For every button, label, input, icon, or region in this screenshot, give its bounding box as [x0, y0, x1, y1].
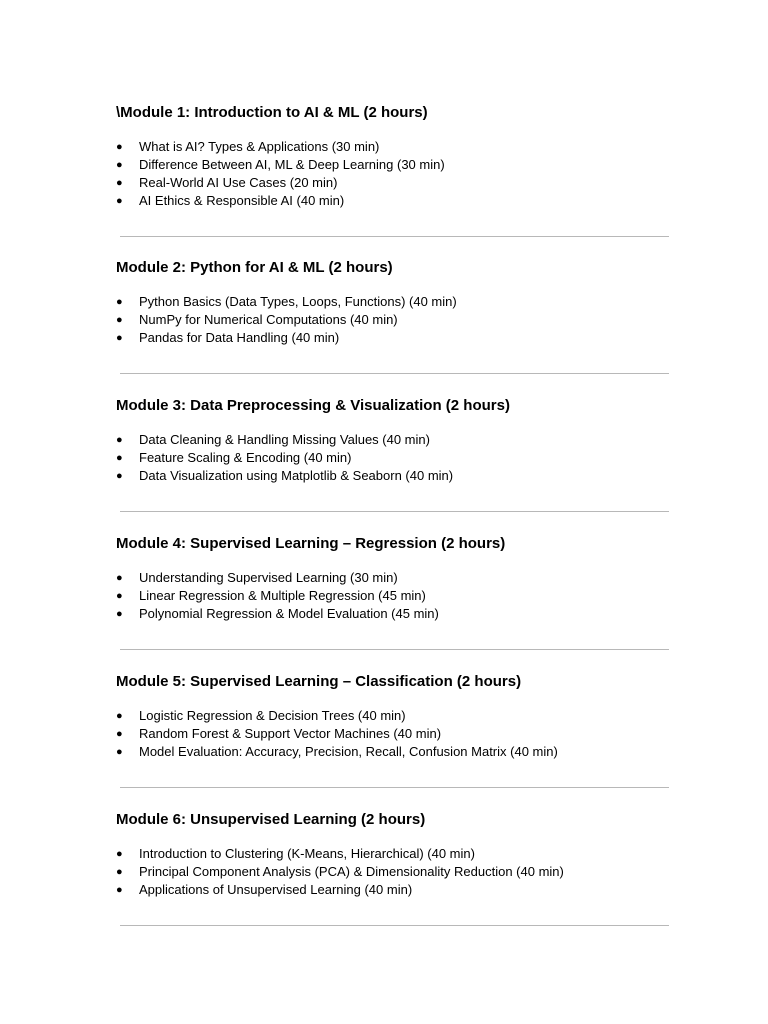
topic-text: Principal Component Analysis (PCA) & Dimensionality Reduction (40 min)	[139, 864, 564, 879]
list-item	[116, 725, 676, 743]
topic-text: Understanding Supervised Learning (30 min)	[139, 570, 398, 585]
divider	[120, 925, 669, 926]
bullet-icon: ●	[116, 866, 123, 878]
bullet-icon: ●	[116, 195, 123, 207]
list-item	[116, 431, 676, 449]
module-4	[116, 535, 676, 623]
list-item	[116, 743, 676, 761]
bullet-icon: ●	[116, 608, 123, 620]
module-title: Module 4: Supervised Learning – Regression (2 hours)	[116, 535, 506, 552]
topic-text: Python Basics (Data Types, Loops, Functions) (40 min)	[139, 294, 457, 309]
bullet-icon: ●	[116, 746, 123, 758]
topic-text: Random Forest & Support Vector Machines (40 min)	[139, 726, 442, 741]
list-item	[116, 587, 676, 605]
module-title: Module 6: Unsupervised Learning (2 hours)	[116, 811, 426, 828]
divider	[120, 373, 669, 374]
topic-text: AI Ethics & Responsible AI (40 min)	[139, 193, 345, 208]
bullet-icon: ●	[116, 470, 123, 482]
divider	[120, 649, 669, 650]
bullet-icon: ●	[116, 452, 123, 464]
divider	[120, 511, 669, 512]
bullet-icon: ●	[116, 572, 123, 584]
list-item	[116, 293, 676, 311]
topic-text: Difference Between AI, ML & Deep Learning (30 min)	[139, 157, 445, 172]
topic-text: Introduction to Clustering (K-Means, Hierarchical) (40 min)	[139, 846, 475, 861]
topic-list	[116, 431, 676, 485]
topic-list	[116, 707, 676, 761]
divider	[120, 236, 669, 237]
bullet-icon: ●	[116, 884, 123, 896]
topic-text: Model Evaluation: Accuracy, Precision, Recall, Confusion Matrix (40 min)	[139, 744, 558, 759]
bullet-icon: ●	[116, 314, 123, 326]
topic-text: Linear Regression & Multiple Regression (45 min)	[139, 588, 426, 603]
topic-text: Polynomial Regression & Model Evaluation (45 min)	[139, 606, 439, 621]
list-item	[116, 467, 676, 485]
module-3	[116, 397, 676, 485]
topic-list	[116, 293, 676, 347]
list-item	[116, 605, 676, 623]
list-item	[116, 845, 676, 863]
topic-text: Pandas for Data Handling (40 min)	[139, 330, 340, 345]
topic-list	[116, 569, 676, 623]
topic-text: Applications of Unsupervised Learning (40 min)	[139, 882, 413, 897]
bullet-icon: ●	[116, 710, 123, 722]
list-item	[116, 138, 676, 156]
list-item	[116, 707, 676, 725]
module-title: \Module 1: Introduction to AI & ML (2 hours)	[116, 104, 428, 121]
topic-text: NumPy for Numerical Computations (40 min)	[139, 312, 398, 327]
topic-text: Real-World AI Use Cases (20 min)	[139, 175, 338, 190]
module-2	[116, 259, 676, 347]
bullet-icon: ●	[116, 848, 123, 860]
list-item	[116, 192, 676, 210]
list-item	[116, 881, 676, 899]
module-title: Module 5: Supervised Learning – Classification (2 hours)	[116, 673, 522, 690]
topic-text: Data Cleaning & Handling Missing Values (40 min)	[139, 432, 430, 447]
module-title: Module 2: Python for AI & ML (2 hours)	[116, 259, 393, 276]
bullet-icon: ●	[116, 728, 123, 740]
list-item	[116, 863, 676, 881]
topic-text: Logistic Regression & Decision Trees (40 min)	[139, 708, 406, 723]
list-item	[116, 311, 676, 329]
module-5	[116, 673, 676, 761]
topic-text: What is AI? Types & Applications (30 min)	[139, 139, 380, 154]
topic-list	[116, 138, 676, 210]
topic-text: Feature Scaling & Encoding (40 min)	[139, 450, 352, 465]
bullet-icon: ●	[116, 141, 123, 153]
bullet-icon: ●	[116, 434, 123, 446]
divider	[120, 787, 669, 788]
list-item	[116, 329, 676, 347]
list-item	[116, 449, 676, 467]
bullet-icon: ●	[116, 590, 123, 602]
topic-text: Data Visualization using Matplotlib & Seaborn (40 min)	[139, 468, 454, 483]
list-item	[116, 569, 676, 587]
module-6	[116, 811, 676, 899]
bullet-icon: ●	[116, 159, 123, 171]
list-item	[116, 174, 676, 192]
bullet-icon: ●	[116, 296, 123, 308]
bullet-icon: ●	[116, 177, 123, 189]
module-title: Module 3: Data Preprocessing & Visualization (2 hours)	[116, 397, 510, 414]
bullet-icon: ●	[116, 332, 123, 344]
module-1	[116, 104, 676, 210]
list-item	[116, 156, 676, 174]
topic-list	[116, 845, 676, 899]
